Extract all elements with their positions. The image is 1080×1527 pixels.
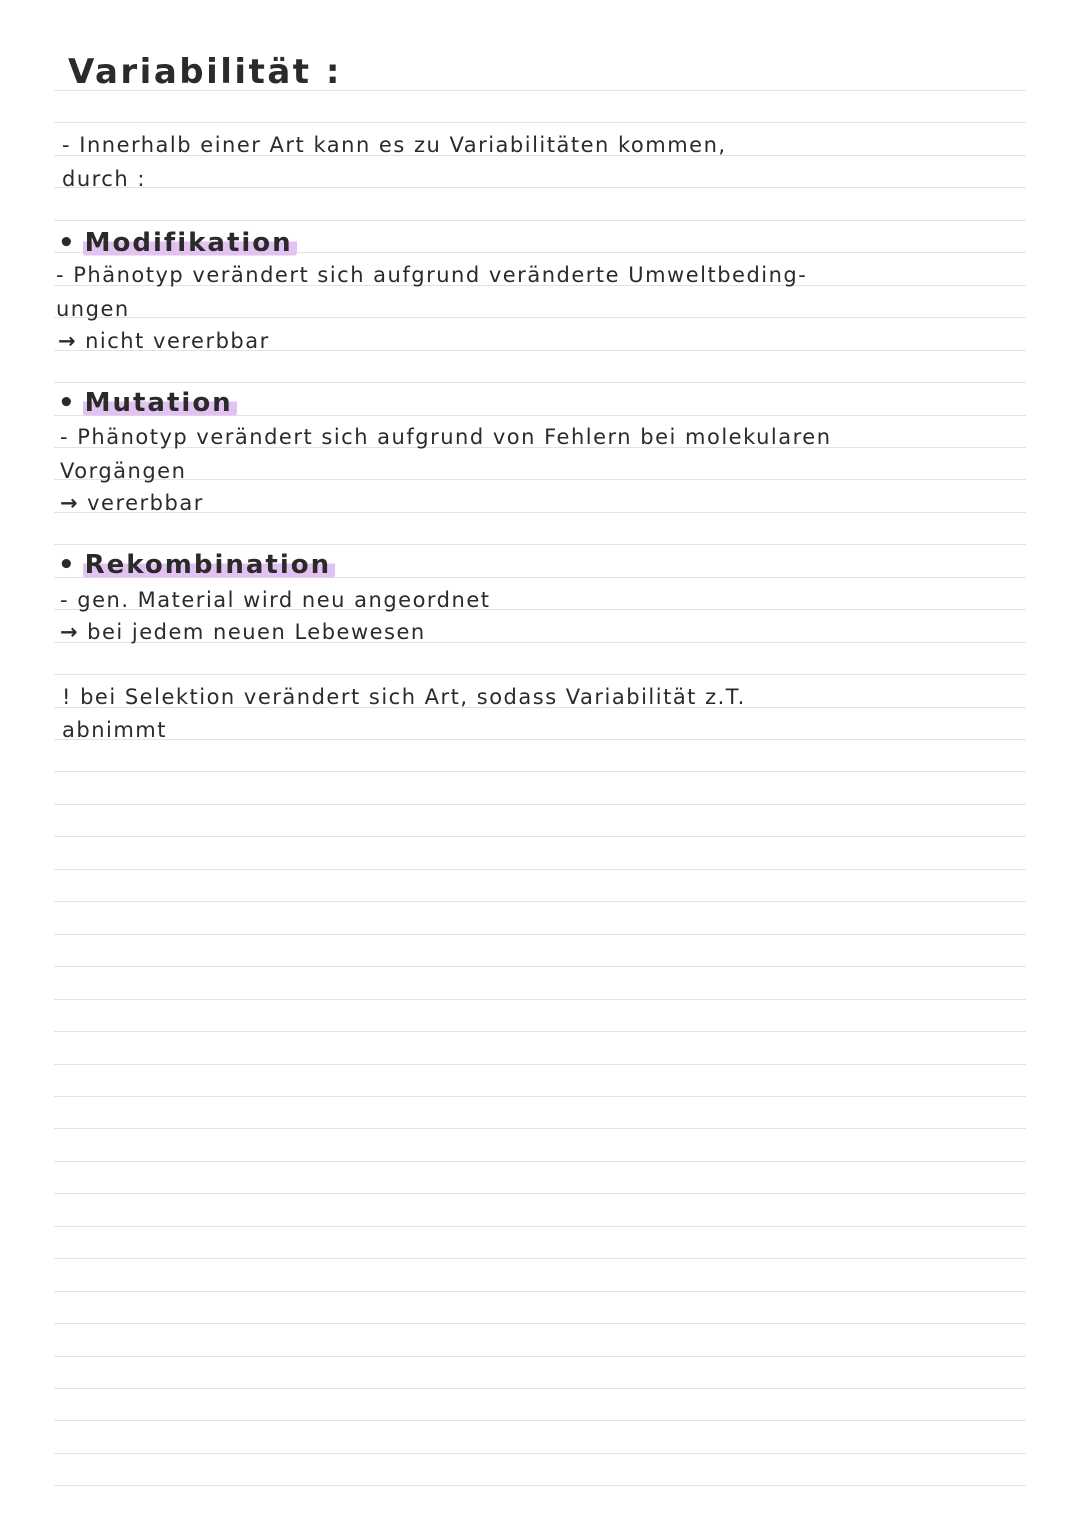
section-heading-mutation (58, 388, 237, 418)
ruled-line (54, 1356, 1026, 1357)
page-title: Variabilität : (68, 52, 342, 92)
ruled-line (54, 1485, 1026, 1486)
rekombination-line-1: - gen. Material wird neu angeordnet (60, 588, 491, 612)
ruled-line (54, 1031, 1026, 1032)
arrow-right-icon: → (60, 620, 80, 644)
ruled-line (54, 999, 1026, 1000)
result-text: nicht vererbbar (85, 329, 270, 353)
result-text: vererbbar (87, 491, 204, 515)
ruled-line (54, 739, 1026, 740)
ruled-line (54, 382, 1026, 383)
ruled-line (54, 836, 1026, 837)
heading-text: Modifikation (83, 228, 297, 258)
ruled-line (54, 674, 1026, 675)
bullet-icon: • (58, 550, 77, 580)
ruled-line (54, 220, 1026, 221)
ruled-line (54, 771, 1026, 772)
ruled-line (54, 934, 1026, 935)
ruled-line (54, 1420, 1026, 1421)
ruled-line (54, 479, 1026, 480)
section-heading-modifikation (58, 228, 297, 258)
section-heading-rekombination (58, 550, 335, 580)
mutation-result (60, 491, 204, 515)
ruled-line (54, 544, 1026, 545)
mutation-line-1: - Phänotyp verändert sich aufgrund von Fehlern bei molekularen (60, 425, 832, 449)
ruled-line (54, 1096, 1026, 1097)
intro-line-1: - Innerhalb einer Art kann es zu Variabilitäten kommen, (62, 133, 727, 157)
ruled-line (54, 1291, 1026, 1292)
ruled-line (54, 1226, 1026, 1227)
intro-line-2: durch : (62, 167, 146, 191)
heading-text: Rekombination (83, 550, 336, 580)
modifikation-line-2: ungen (56, 297, 130, 321)
ruled-line (54, 1128, 1026, 1129)
ruled-line (54, 804, 1026, 805)
arrow-right-icon: → (58, 329, 78, 353)
ruled-line (54, 966, 1026, 967)
ruled-line (54, 1064, 1026, 1065)
ruled-line (54, 187, 1026, 188)
heading-text: Mutation (83, 388, 237, 418)
modifikation-result (58, 329, 270, 353)
ruled-line (54, 317, 1026, 318)
ruled-line (54, 1193, 1026, 1194)
arrow-right-icon: → (60, 491, 80, 515)
ruled-line (54, 1453, 1026, 1454)
ruled-line (54, 869, 1026, 870)
result-text: bei jedem neuen Lebewesen (87, 620, 426, 644)
ruled-line (54, 1258, 1026, 1259)
note-line-1: ! bei Selektion verändert sich Art, sodass Variabilität z.T. (62, 685, 746, 709)
mutation-line-2: Vorgängen (60, 459, 187, 483)
rekombination-result (60, 620, 426, 644)
bullet-icon: • (58, 228, 77, 258)
ruled-line (54, 122, 1026, 123)
ruled-line (54, 1323, 1026, 1324)
ruled-line (54, 1161, 1026, 1162)
ruled-line (54, 1388, 1026, 1389)
bullet-icon: • (58, 388, 77, 418)
ruled-line (54, 901, 1026, 902)
note-line-2: abnimmt (62, 718, 167, 742)
modifikation-line-1: - Phänotyp verändert sich aufgrund veränderte Umweltbeding- (56, 263, 808, 287)
